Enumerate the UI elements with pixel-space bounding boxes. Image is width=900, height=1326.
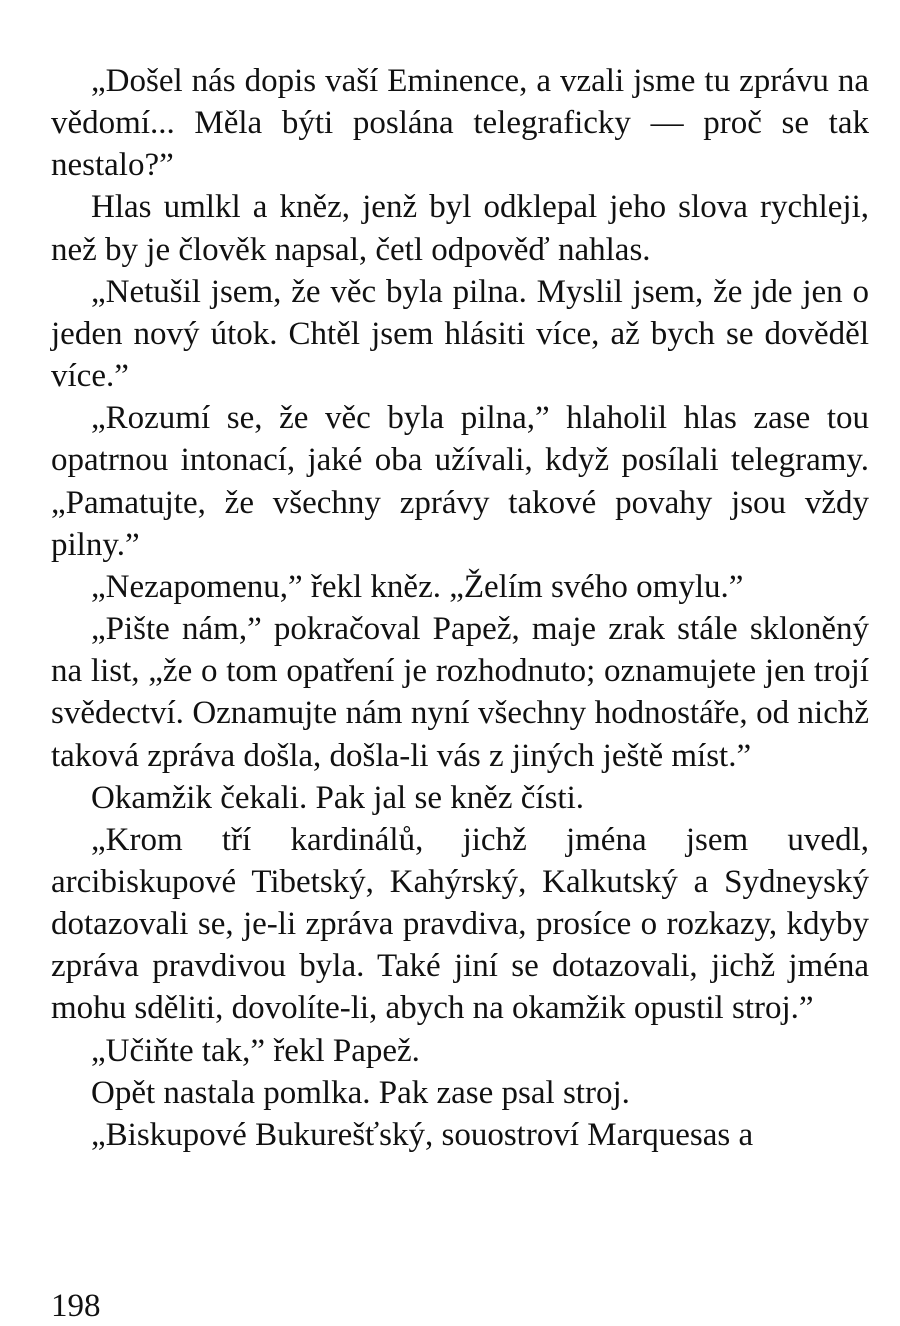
paragraph: Opět nastala pomlka. Pak zase psal stroj. bbox=[91, 1074, 630, 1111]
paragraph: Hlas umlkl a kněz, jenž byl odklepal jeho slova rychleji, než by je člověk napsal, četl odpověď nahlas. bbox=[51, 189, 869, 268]
body-text bbox=[51, 60, 869, 1156]
paragraph: „Netušil jsem, že věc byla pilna. Myslil jsem, že jde jen o jeden nový útok. Chtěl jsem hlásiti více, až bych se dověděl více.” bbox=[51, 273, 869, 395]
paragraph: „Došel nás dopis vaší Eminence, a vzali jsme tu zprávu na vědomí... Měla býti poslána telegraficky — proč se tak nestalo?” bbox=[51, 63, 869, 184]
paragraph: „Učiňte tak,” řekl Papež. bbox=[91, 1032, 420, 1069]
paragraph: „Krom tří kardinálů, jichž jména jsem uvedl, arcibiskupové Tibetský, Kahýrský, Kalkutský a Sydneyský dotazovali se, je-li zpráva pravdiva, prosíce o rozkazy, kdyby zpráva pravdivou byla. Také jiní se dotazovali, jichž jména mohu sděliti, dovolíte-li, abych na okamžik opustil stroj.” bbox=[51, 821, 869, 1027]
paragraph: „Pište nám,” pokračoval Papež, maje zrak stále skloněný na list, „že o tom opatření je rozhodnuto; oznamujete jen trojí svědectví. Oznamujte nám nyní všechny hodnostáře, od nichž taková zpráva došla, došla-li vás z jiných ještě míst.” bbox=[51, 611, 869, 774]
paragraph: Okamžik čekali. Pak jal se kněz čísti. bbox=[91, 779, 585, 816]
paragraph: „Nezapomenu,” řekl kněz. „Želím svého omylu.” bbox=[91, 568, 744, 605]
paragraph: „Biskupové Bukurešťský, souostroví Marquesas a bbox=[91, 1116, 754, 1153]
paragraph: „Rozumí se, že věc byla pilna,” hlaholil hlas zase tou opatrnou intonací, jaké oba užívali, když posílali telegramy. „Pamatujte, že všechny zprávy takové povahy jsou vždy pilny.” bbox=[51, 400, 869, 563]
page-number: 198 bbox=[51, 1288, 101, 1324]
